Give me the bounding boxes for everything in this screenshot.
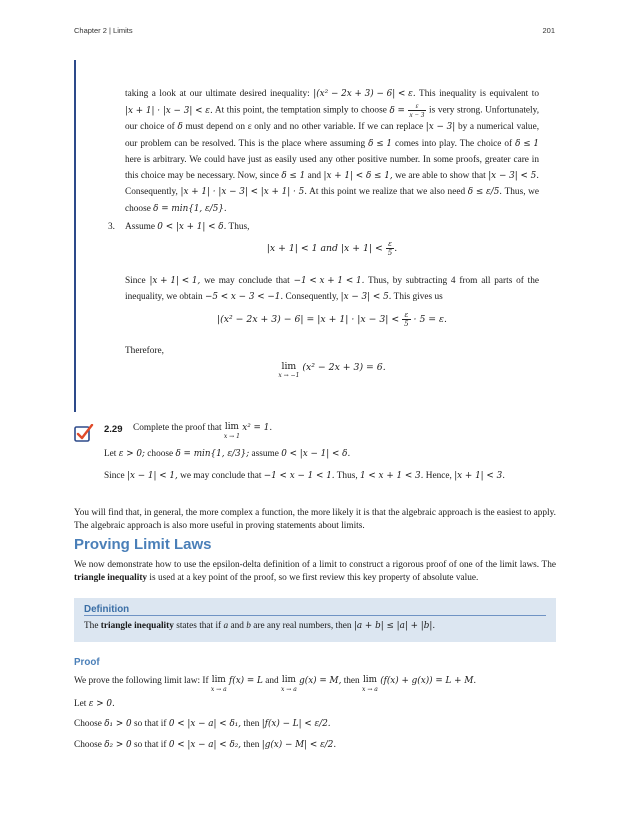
proof-choose-delta-1: Choose δ₁ > 0 so that if 0 < |x − a| < δ₁, then |f(x) − L| < ε/2.: [74, 719, 331, 729]
step-number: 3.: [108, 222, 115, 232]
intro-paragraph: You will find that, in general, the more complex a function, the more likely it is that the algebraic approach is the easiest to apply. The algebraic approach is also more useful in proving statements about limits.: [74, 508, 556, 531]
step-3-assume: Assume 0 < |x + 1| < δ. Thus,: [125, 222, 250, 232]
proof-statement: We prove the following limit law: If lim x → a f(x) = L and lim x → a g(x) = M, then lim x → a (f(x) + g(x)) = L + M.: [74, 675, 477, 693]
exercise-line-1: Let ε > 0; choose δ = min{1, ε/3}; assume 0 < |x − 1| < δ.: [104, 449, 351, 459]
definition-divider: [84, 615, 546, 616]
math-inequality: |(x² − 2x + 3) − 6| < ε.: [313, 89, 416, 99]
section-title: Proving Limit Laws: [74, 536, 212, 553]
section-paragraph: We now demonstrate how to use the epsilon-delta definition of a limit to construct a rigorous proof of one of the limit laws. The triangle inequality is used at a key point of the proof, so we first review this key property of absolute value.: [74, 560, 556, 583]
exercise-line-2: Since |x − 1| < 1, we may conclude that −1 < x − 1 < 1. Thus, 1 < x + 1 < 3. Hence, |x + 1| < 3.: [104, 471, 505, 481]
fraction: $\frac{\varepsilon}{x - 3}$: [409, 102, 425, 120]
proof-let: Let ε > 0.: [74, 699, 115, 709]
proof-choose-delta-2: Choose δ₂ > 0 so that if 0 < |x − a| < δ₂, then |g(x) − M| < ε/2.: [74, 740, 337, 750]
exercise-number: 2.29: [104, 424, 123, 435]
limit-result: lim x → −1 (x² − 2x + 3) = 6.: [278, 361, 386, 379]
example-paragraph: taking a look at our ultimate desired inequality: |(x² − 2x + 3) − 6| < ε. This inequality is equivalent to |x + 1| · |x − 3| < ε. At this point, the temptation simply to choose δ = $\frac{\varepsilon}{x - 3}$ is very strong. Unfortunately, our choice of δ must depend on ε only and no other variable. If we can replace |x − 3| by a numerical value, our problem can be resolved. This is the place where assuming δ ≤ 1 comes into play. The choice of δ ≤ 1 here is arbitrary. We could have just as easily used any other positive number. In some proofs, greater care in this choice may be necessary. Now, since δ ≤ 1 and |x + 1| < δ ≤ 1, we are able to show that |x − 3| < 5. Consequently, |x + 1| · |x − 3| < |x + 1| · 5. At this point we realize that we also need δ ≤ ε/5. Thus, we choose δ = min{1, ε/5}.: [125, 86, 539, 217]
therefore-text: Therefore,: [125, 346, 164, 356]
definition-box: [74, 598, 556, 642]
equation-bounds: |x + 1| < 1 and |x + 1| < $\frac{\varepsilon}{5}$ .: [266, 240, 398, 257]
proof-label: Proof: [74, 657, 100, 668]
equation-chain: |(x² − 2x + 3) − 6| = |x + 1| · |x − 3| < $\frac{\varepsilon}{5}$ · 5 = ε.: [216, 311, 448, 328]
definition-text: The triangle inequality states that if a and b are any real numbers, then |a + b| ≤ |a| + |b|.: [84, 621, 436, 631]
definition-label: Definition: [84, 604, 130, 615]
exercise-prompt: Complete the proof that lim x → 1 x² = 1.: [133, 422, 273, 440]
chapter-header: Chapter 2 | Limits: [74, 26, 133, 35]
exercise-checkmark-icon: [74, 424, 94, 442]
page-number: 201: [542, 26, 555, 35]
example-side-rule: [74, 60, 76, 412]
step-3-since: Since |x + 1| < 1, we may conclude that −1 < x + 1 < 1. Thus, by subtracting 4 from all parts of the inequality, we obtain −5 < x − 3 < −1. Consequently, |x − 3| < 5. This gives us: [125, 276, 540, 303]
